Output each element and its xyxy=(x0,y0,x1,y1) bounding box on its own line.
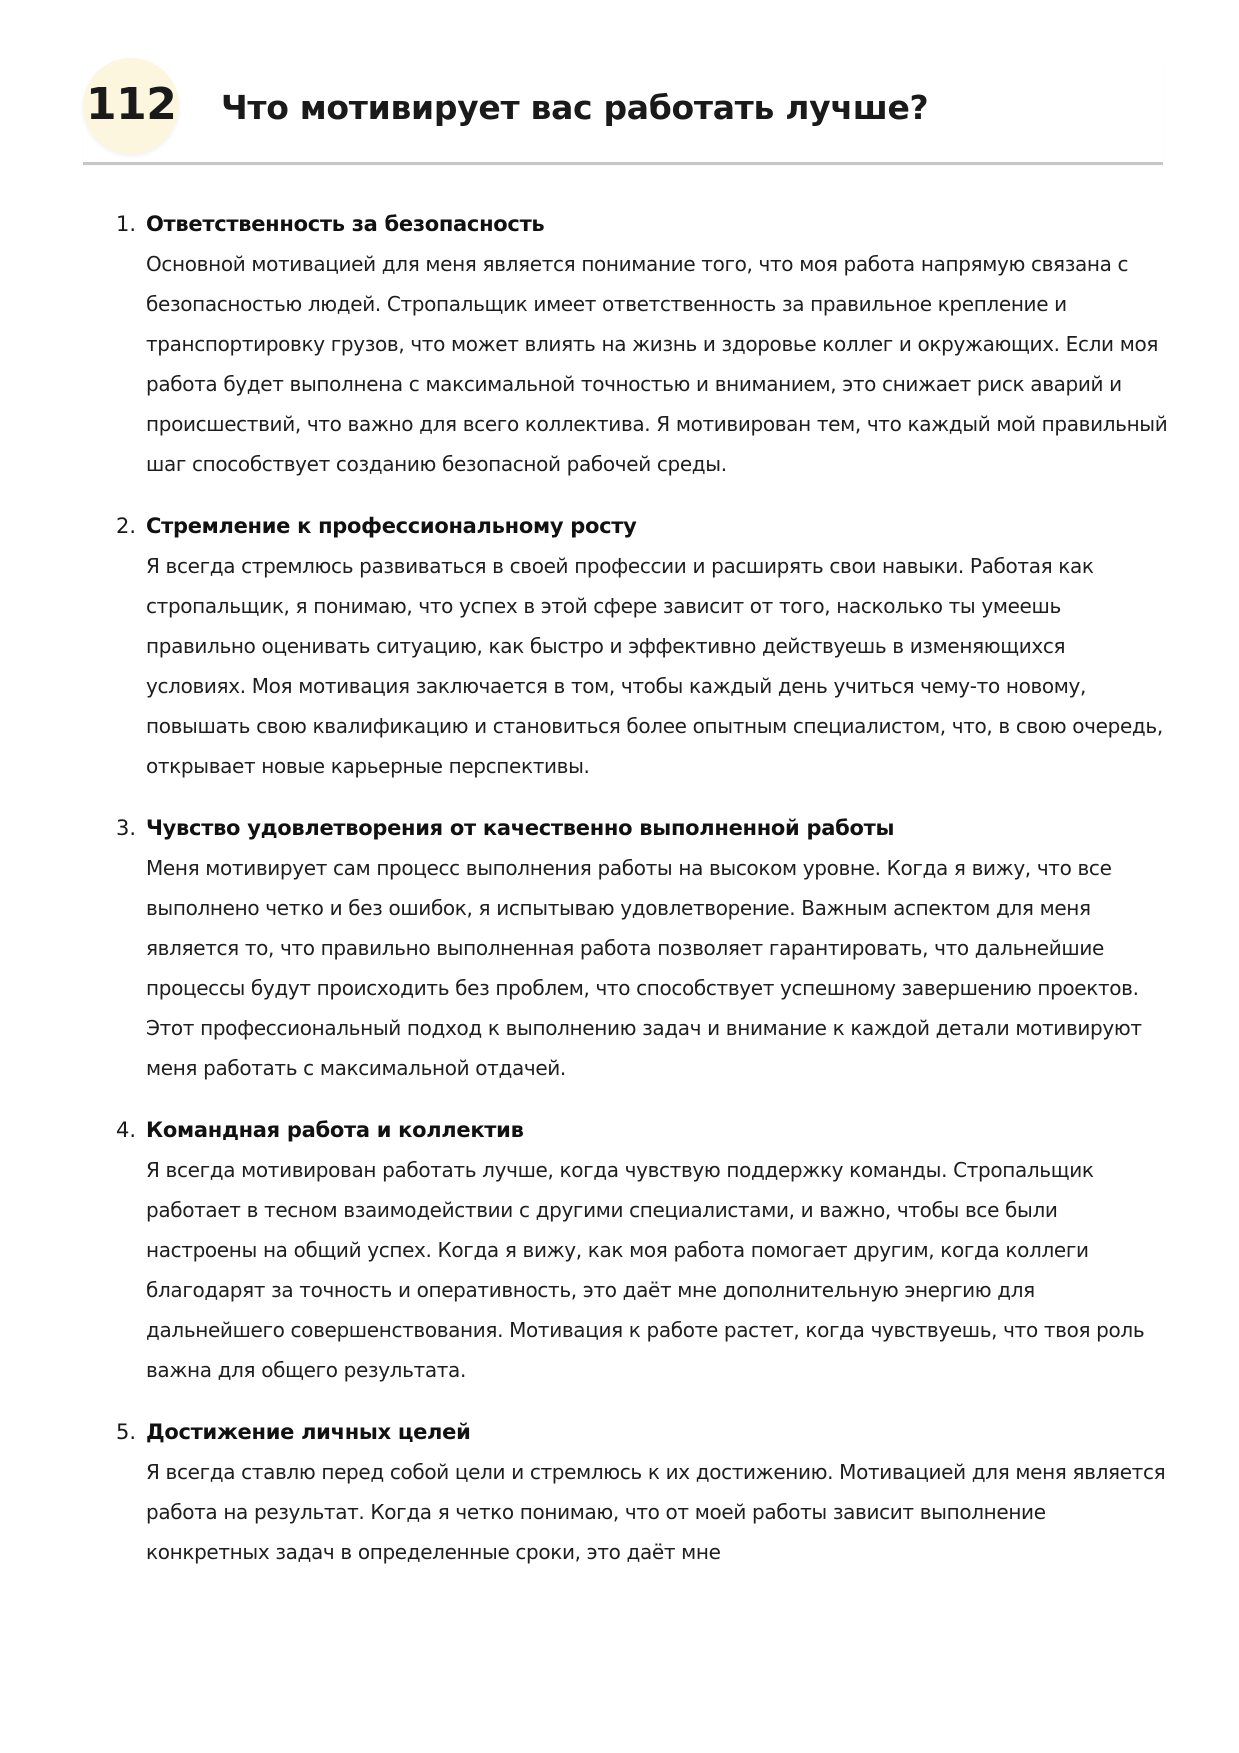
page-header xyxy=(83,58,1163,165)
item-heading: Командная работа и коллектив xyxy=(146,1118,524,1142)
item-heading: Ответственность за безопасность xyxy=(146,212,545,236)
answer-item-3 xyxy=(116,808,1170,1088)
item-number: 4. xyxy=(116,1118,137,1142)
item-text: Я всегда ставлю перед собой цели и стремлюсь к их достижению. Мотивацией для меня является работа на результат. Когда я четко понимаю, что от моей работы зависит выполнение конкретных задач в определенные сроки, это даёт мне xyxy=(146,1460,1166,1564)
page-title: Что мотивирует вас работать лучше? xyxy=(221,88,929,127)
item-number: 1. xyxy=(116,212,137,236)
item-number: 5. xyxy=(116,1420,137,1444)
item-heading: Достижение личных целей xyxy=(146,1420,471,1444)
item-number: 2. xyxy=(116,514,137,538)
answer-item-2 xyxy=(116,506,1170,786)
item-text: Я всегда мотивирован работать лучше, когда чувствую поддержку команды. Стропальщик работает в тесном взаимодействии с другими специалистами, и важно, чтобы все были настроены на общий успех. Когда я вижу, как моя работа помогает другим, когда коллеги благодарят за точность и оперативность, это даёт мне дополнительную энергию для дальнейшего совершенствования. Мотивация к работе растет, когда чувствуешь, что твоя роль важна для общего результата. xyxy=(146,1158,1145,1382)
item-text: Основной мотивацией для меня является понимание того, что моя работа напрямую связана с безопасностью людей. Стропальщик имеет ответственность за правильное крепление и транспортировку грузов, что может влиять на жизнь и здоровье коллег и окружающих. Если моя работа будет выполнена с максимальной точностью и вниманием, это снижает риск аварий и происшествий, что важно для всего коллектива. Я мотивирован тем, что каждый мой правильный шаг способствует созданию безопасной рабочей среды. xyxy=(146,252,1168,476)
answer-item-1 xyxy=(116,204,1170,484)
item-heading: Стремление к профессиональному росту xyxy=(146,514,637,538)
answer-item-4 xyxy=(116,1110,1170,1390)
item-heading: Чувство удовлетворения от качественно выполненной работы xyxy=(146,816,895,840)
item-text: Я всегда стремлюсь развиваться в своей профессии и расширять свои навыки. Работая как стропальщик, я понимаю, что успех в этой сфере зависит от того, насколько ты умеешь правильно оценивать ситуацию, как быстро и эффективно действуешь в изменяющихся условиях. Моя мотивация заключается в том, чтобы каждый день учиться чему-то новому, повышать свою квалификацию и становиться более опытным специалистом, что, в свою очередь, открывает новые карьерные перспективы. xyxy=(146,554,1163,778)
question-number: 112 xyxy=(86,79,177,130)
answer-list xyxy=(116,204,1170,1594)
answer-item-5 xyxy=(116,1412,1170,1572)
item-number: 3. xyxy=(116,816,137,840)
item-text: Меня мотивирует сам процесс выполнения работы на высоком уровне. Когда я вижу, что все выполнено четко и без ошибок, я испытываю удовлетворение. Важным аспектом для меня является то, что правильно выполненная работа позволяет гарантировать, что дальнейшие процессы будут происходить без проблем, что способствует успешному завершению проектов. Этот профессиональный подход к выполнению задач и внимание к каждой детали мотивируют меня работать с максимальной отдачей. xyxy=(146,856,1142,1080)
